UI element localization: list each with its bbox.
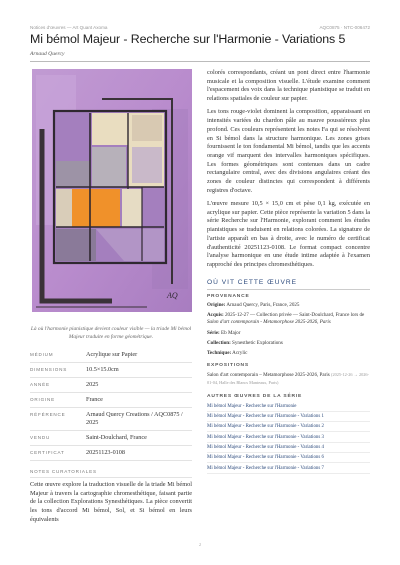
provenance-series <box>207 330 370 337</box>
curatorial-notes-label: NOTES CURATORIALES <box>30 469 97 474</box>
meta-key: CERTIFICAT <box>30 450 65 455</box>
description-paragraph: Les tons rouge-violet dominent la composition, apparaissant en intensités variées du chardon pâle au mauve poussiéreux plus profond. Ces couleurs représentent les notes Fa qui se résolvent en Si bémol dans la structure harmonique. Les zones grises fournissent le ton fondamental Mi bémol, tandis que les accents orange vif marquent des intervalles harmoniques spécifiques. Les formes géométriques sont contenues dans un cadre rectangulaire central, avec des divisions angulaires créant des zones de couleur distinctes qui correspondent à différents registres d'octave. <box>207 108 370 194</box>
meta-key: DIMENSIONS <box>30 367 68 372</box>
description-body <box>207 69 370 274</box>
meta-key: ANNÉE <box>30 382 50 387</box>
provenance-origin <box>207 302 370 309</box>
catalog-label: Notices d'œuvres — Art Quant Axoma <box>30 25 108 30</box>
meta-value: Saint-Doulchard, France <box>86 434 147 441</box>
meta-row-dimensions <box>30 363 192 378</box>
series-heading: AUTRES ŒUVRES DE LA SÉRIE <box>207 393 303 399</box>
series-link[interactable]: Mi bémol Majeur - Recherche sur l'Harmonie - Variations 1 <box>207 412 370 422</box>
where-divider <box>207 289 370 290</box>
meta-row-origin <box>30 393 192 408</box>
technique-value: Acrylic <box>232 350 248 357</box>
acquired-event: Salon d'art contemporain - Metamorphose 2025-2026, Paris <box>207 319 331 326</box>
meta-key: RÉFÉRENCE <box>30 412 66 417</box>
meta-value: 10.5×15.0cm <box>86 366 119 373</box>
reference-code: AQC0875 · NTC-006472 <box>319 25 370 30</box>
meta-key: ORIGINE <box>30 397 55 402</box>
expositions-heading: EXPOSITIONS <box>207 363 249 369</box>
provenance-technique <box>207 350 370 357</box>
series-label: Série: <box>207 329 220 336</box>
origin-label: Origine: <box>207 302 226 308</box>
collection-label: Collection: <box>207 339 231 346</box>
meta-key: MÉDIUM <box>30 352 54 357</box>
meta-key: VENDU <box>30 435 51 440</box>
artwork-image <box>32 69 192 312</box>
meta-value: France <box>86 396 103 403</box>
series-link[interactable]: Mi bémol Majeur - Recherche sur l'Harmonie - Variations 2 <box>207 422 370 432</box>
description-paragraph: colorés correspondants, créant un pont direct entre l'harmonie musicale et la composition visuelle. L'étude examine comment l'espacement des voix dans la technique pianistique se traduit en relations spatiales de couleur sur papier. <box>207 69 370 103</box>
series-link[interactable]: Mi bémol Majeur - Recherche sur l'Harmonie - Variations 3 <box>207 432 370 442</box>
meta-value: 2025 <box>86 381 99 388</box>
series-value: Eb Major <box>221 329 241 336</box>
artist-signature: AQ <box>167 291 178 300</box>
meta-value: Arnaud Quercy Creations / AQC0875 / 2025 <box>86 411 183 426</box>
meta-row-medium <box>30 348 192 363</box>
description-paragraph: L'œuvre mesure 10,5 × 15,0 cm et pèse 0,1 kg, exécutée en acrylique sur papier. Cette pièce représente la variation 5 dans la série Recherche sur l'Harmonie, explorant comment les études pianistiques se traduisent en relations colorées. La signature de l'artiste apparaît en bas à droite, avec le numéro de certificat d'authenticité 20251123-0108. Le format compact concentre l'analyse harmonique en une étude intime adaptée à l'examen rapproché des principes chromesthétiques. <box>207 200 370 268</box>
page-title: Mi bémol Majeur - Recherche sur l'Harmonie - Variations 5 <box>30 32 346 46</box>
acquired-label: Acquis: <box>207 312 224 319</box>
curatorial-notes-text: Cette œuvre explore la traduction visuelle de la triade Mi bémol Majeur à travers la cartographie chromesthétique, faisant partie de la collection Explorations Synesthétiques. La pièce convertit les tons d'accord Mi bémol, Sol, et Si bémol en leurs équivalents <box>30 481 192 523</box>
exposition-event: Salon d'art contemporain – Metamorphose 2025-2026, Paris <box>207 372 330 379</box>
artwork-caption: Là où l'harmonie pianistique devient couleur visible — la triade Mi bémol Majeur traduite en forme géométrique. <box>30 326 192 340</box>
header-divider <box>30 61 370 62</box>
notes-divider <box>30 477 192 478</box>
series-link[interactable]: Mi bémol Majeur - Recherche sur l'Harmonie - Variations 7 <box>207 463 370 473</box>
meta-row-reference <box>30 408 192 431</box>
meta-value: Acrylique sur Papier <box>86 351 138 358</box>
page-number: 2 <box>198 542 202 547</box>
meta-row-year <box>30 378 192 393</box>
series-link[interactable]: Mi bémol Majeur - Recherche sur l'Harmonie - Variations 6 <box>207 453 370 463</box>
meta-row-sold <box>30 431 192 446</box>
series-link[interactable]: Mi bémol Majeur - Recherche sur l'Harmonie <box>207 402 370 412</box>
series-link[interactable]: Mi bémol Majeur - Recherche sur l'Harmonie - Variations 4 <box>207 443 370 453</box>
meta-value: 20251123-0108 <box>86 449 125 456</box>
acquired-value: 2025-12-27 — Collection privée — Saint-Doulchard, France lors de <box>224 312 365 319</box>
origin-value: Arnaud Quercy, Paris, France, 2025 <box>226 302 300 308</box>
artist-name: Arnaud Quercy <box>30 51 65 57</box>
metadata-table <box>30 348 192 461</box>
exposition-details: (2025-12-26 → 2026-01-04, Halle des Blancs Manteaux, Paris) <box>207 372 369 386</box>
where-section <box>207 294 370 474</box>
technique-label: Technique: <box>207 350 232 357</box>
meta-row-certificate <box>30 446 192 461</box>
provenance-acquired <box>207 312 370 326</box>
provenance-collection <box>207 340 370 347</box>
exposition-entry <box>207 371 370 387</box>
series-list <box>207 402 370 474</box>
collection-value: Synesthetic Explorations <box>232 339 283 346</box>
where-section-title: OÙ VIT CETTE ŒUVRE <box>207 279 298 286</box>
provenance-heading: PROVENANCE <box>207 294 250 299</box>
